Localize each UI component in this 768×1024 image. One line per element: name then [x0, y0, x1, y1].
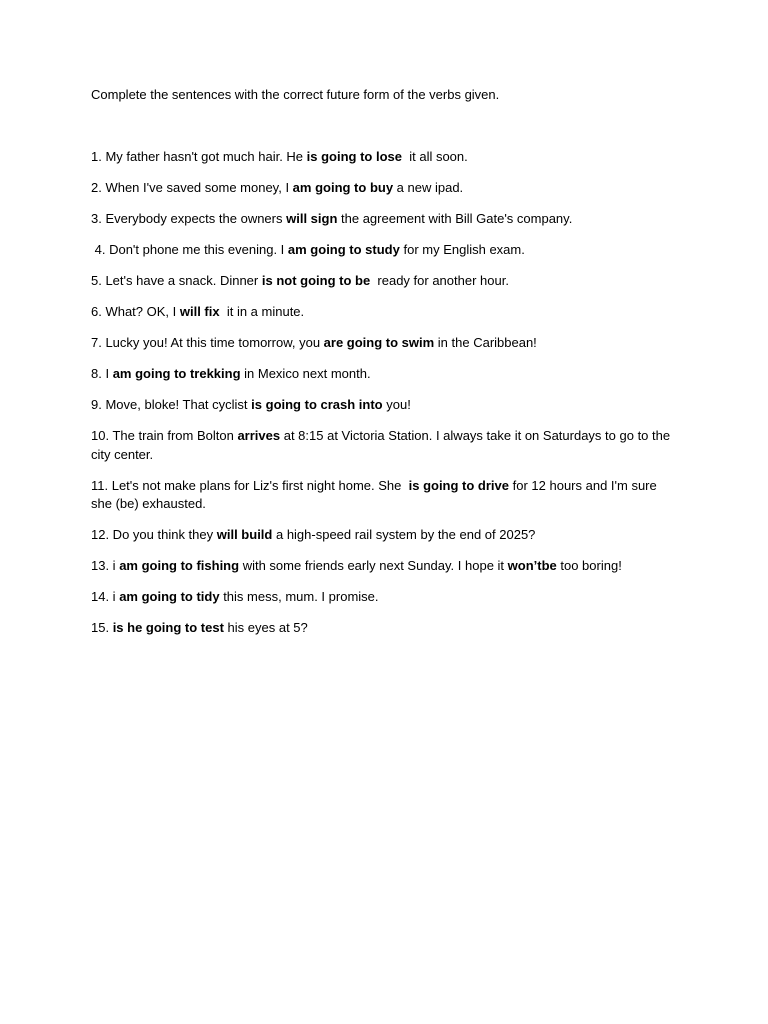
answer-text: am going to buy: [292, 180, 394, 195]
exercise-item: [91, 477, 681, 514]
sentence-text: you!: [382, 397, 411, 412]
sentence-text: it in a minute.: [219, 304, 305, 319]
sentence-text: too boring!: [556, 558, 622, 573]
answer-text: am going to trekking: [112, 366, 241, 381]
sentence-text: 14. i: [91, 589, 120, 604]
exercise-item: [91, 179, 681, 198]
sentence-text: 10. The train from Bolton: [91, 428, 238, 443]
sentence-text: the agreement with Bill Gate's company.: [337, 211, 573, 226]
exercise-item: [91, 272, 681, 291]
exercise-item: [91, 303, 681, 322]
sentence-text: this mess, mum. I promise.: [219, 589, 379, 604]
sentence-text: 6. What? OK, I: [91, 304, 180, 319]
sentence-text: 12. Do you think they: [91, 527, 217, 542]
sentence-text: in the Caribbean!: [434, 335, 537, 350]
sentence-text: 4. Don't phone me this evening. I: [91, 242, 288, 257]
exercise-item: [91, 427, 681, 464]
sentence-text: 9. Move, bloke! That cyclist: [91, 397, 252, 412]
exercise-item: [91, 557, 681, 576]
sentence-text: for my English exam.: [399, 242, 525, 257]
sentence-text: for 12 hours and I'm sure she (be) exhausted.: [91, 477, 661, 511]
sentence-text: ready for another hour.: [370, 273, 509, 288]
answer-text: will build: [216, 527, 273, 542]
sentence-text: 7. Lucky you! At this time tomorrow, you: [91, 335, 324, 350]
answer-text: will sign: [286, 211, 338, 226]
answer-text: am going to tidy: [119, 589, 220, 604]
answer-text: is he going to test: [112, 620, 224, 635]
exercise-item: [91, 396, 681, 415]
sentence-text: 3. Everybody expects the owners: [91, 211, 287, 226]
sentence-text: 8. I: [91, 366, 113, 381]
answer-text: is going to drive: [408, 477, 510, 493]
exercise-item: [91, 241, 681, 260]
exercise-item: [91, 365, 681, 384]
exercise-item: [91, 619, 681, 638]
sentence-text: it all soon.: [402, 149, 468, 164]
sentence-text: a high-speed rail system by the end of 2025?: [272, 527, 536, 542]
exercise-item: [91, 148, 681, 167]
sentence-text: 11. Let's not make plans for Liz's first night home. She: [91, 477, 409, 493]
answer-text: is going to lose: [306, 149, 402, 164]
sentence-text: with some friends early next Sunday. I hope it: [239, 558, 508, 573]
sentence-text: 13. i: [91, 558, 120, 573]
exercise-item: [91, 526, 681, 545]
answer-text: won’tbe: [507, 558, 557, 573]
exercise-item: [91, 334, 681, 353]
sentence-text: 1. My father hasn't got much hair. He: [91, 149, 307, 164]
sentence-text: 15.: [91, 620, 113, 635]
exercise-item: [91, 210, 681, 229]
answer-text: arrives: [237, 428, 281, 443]
answer-text: am going to study: [287, 242, 400, 257]
answer-text: is going to crash into: [251, 397, 383, 412]
sentence-text: at 8:15 at Victoria Station. I always take it on Saturdays to go to the city center.: [91, 428, 674, 462]
sentence-text: 5. Let's have a snack. Dinner: [91, 273, 262, 288]
answer-text: is not going to be: [261, 273, 371, 288]
sentence-text: 2. When I've saved some money, I: [91, 180, 293, 195]
instructions-text: Complete the sentences with the correct future form of the verbs given.: [91, 87, 500, 102]
answer-text: are going to swim: [323, 335, 435, 350]
answer-text: will fix: [179, 304, 220, 319]
sentence-text: his eyes at 5?: [223, 620, 308, 635]
sentence-text: in Mexico next month.: [240, 366, 371, 381]
exercise-item: [91, 588, 681, 607]
exercise-list: [91, 148, 681, 650]
sentence-text: a new ipad.: [393, 180, 464, 195]
answer-text: am going to fishing: [119, 558, 240, 573]
